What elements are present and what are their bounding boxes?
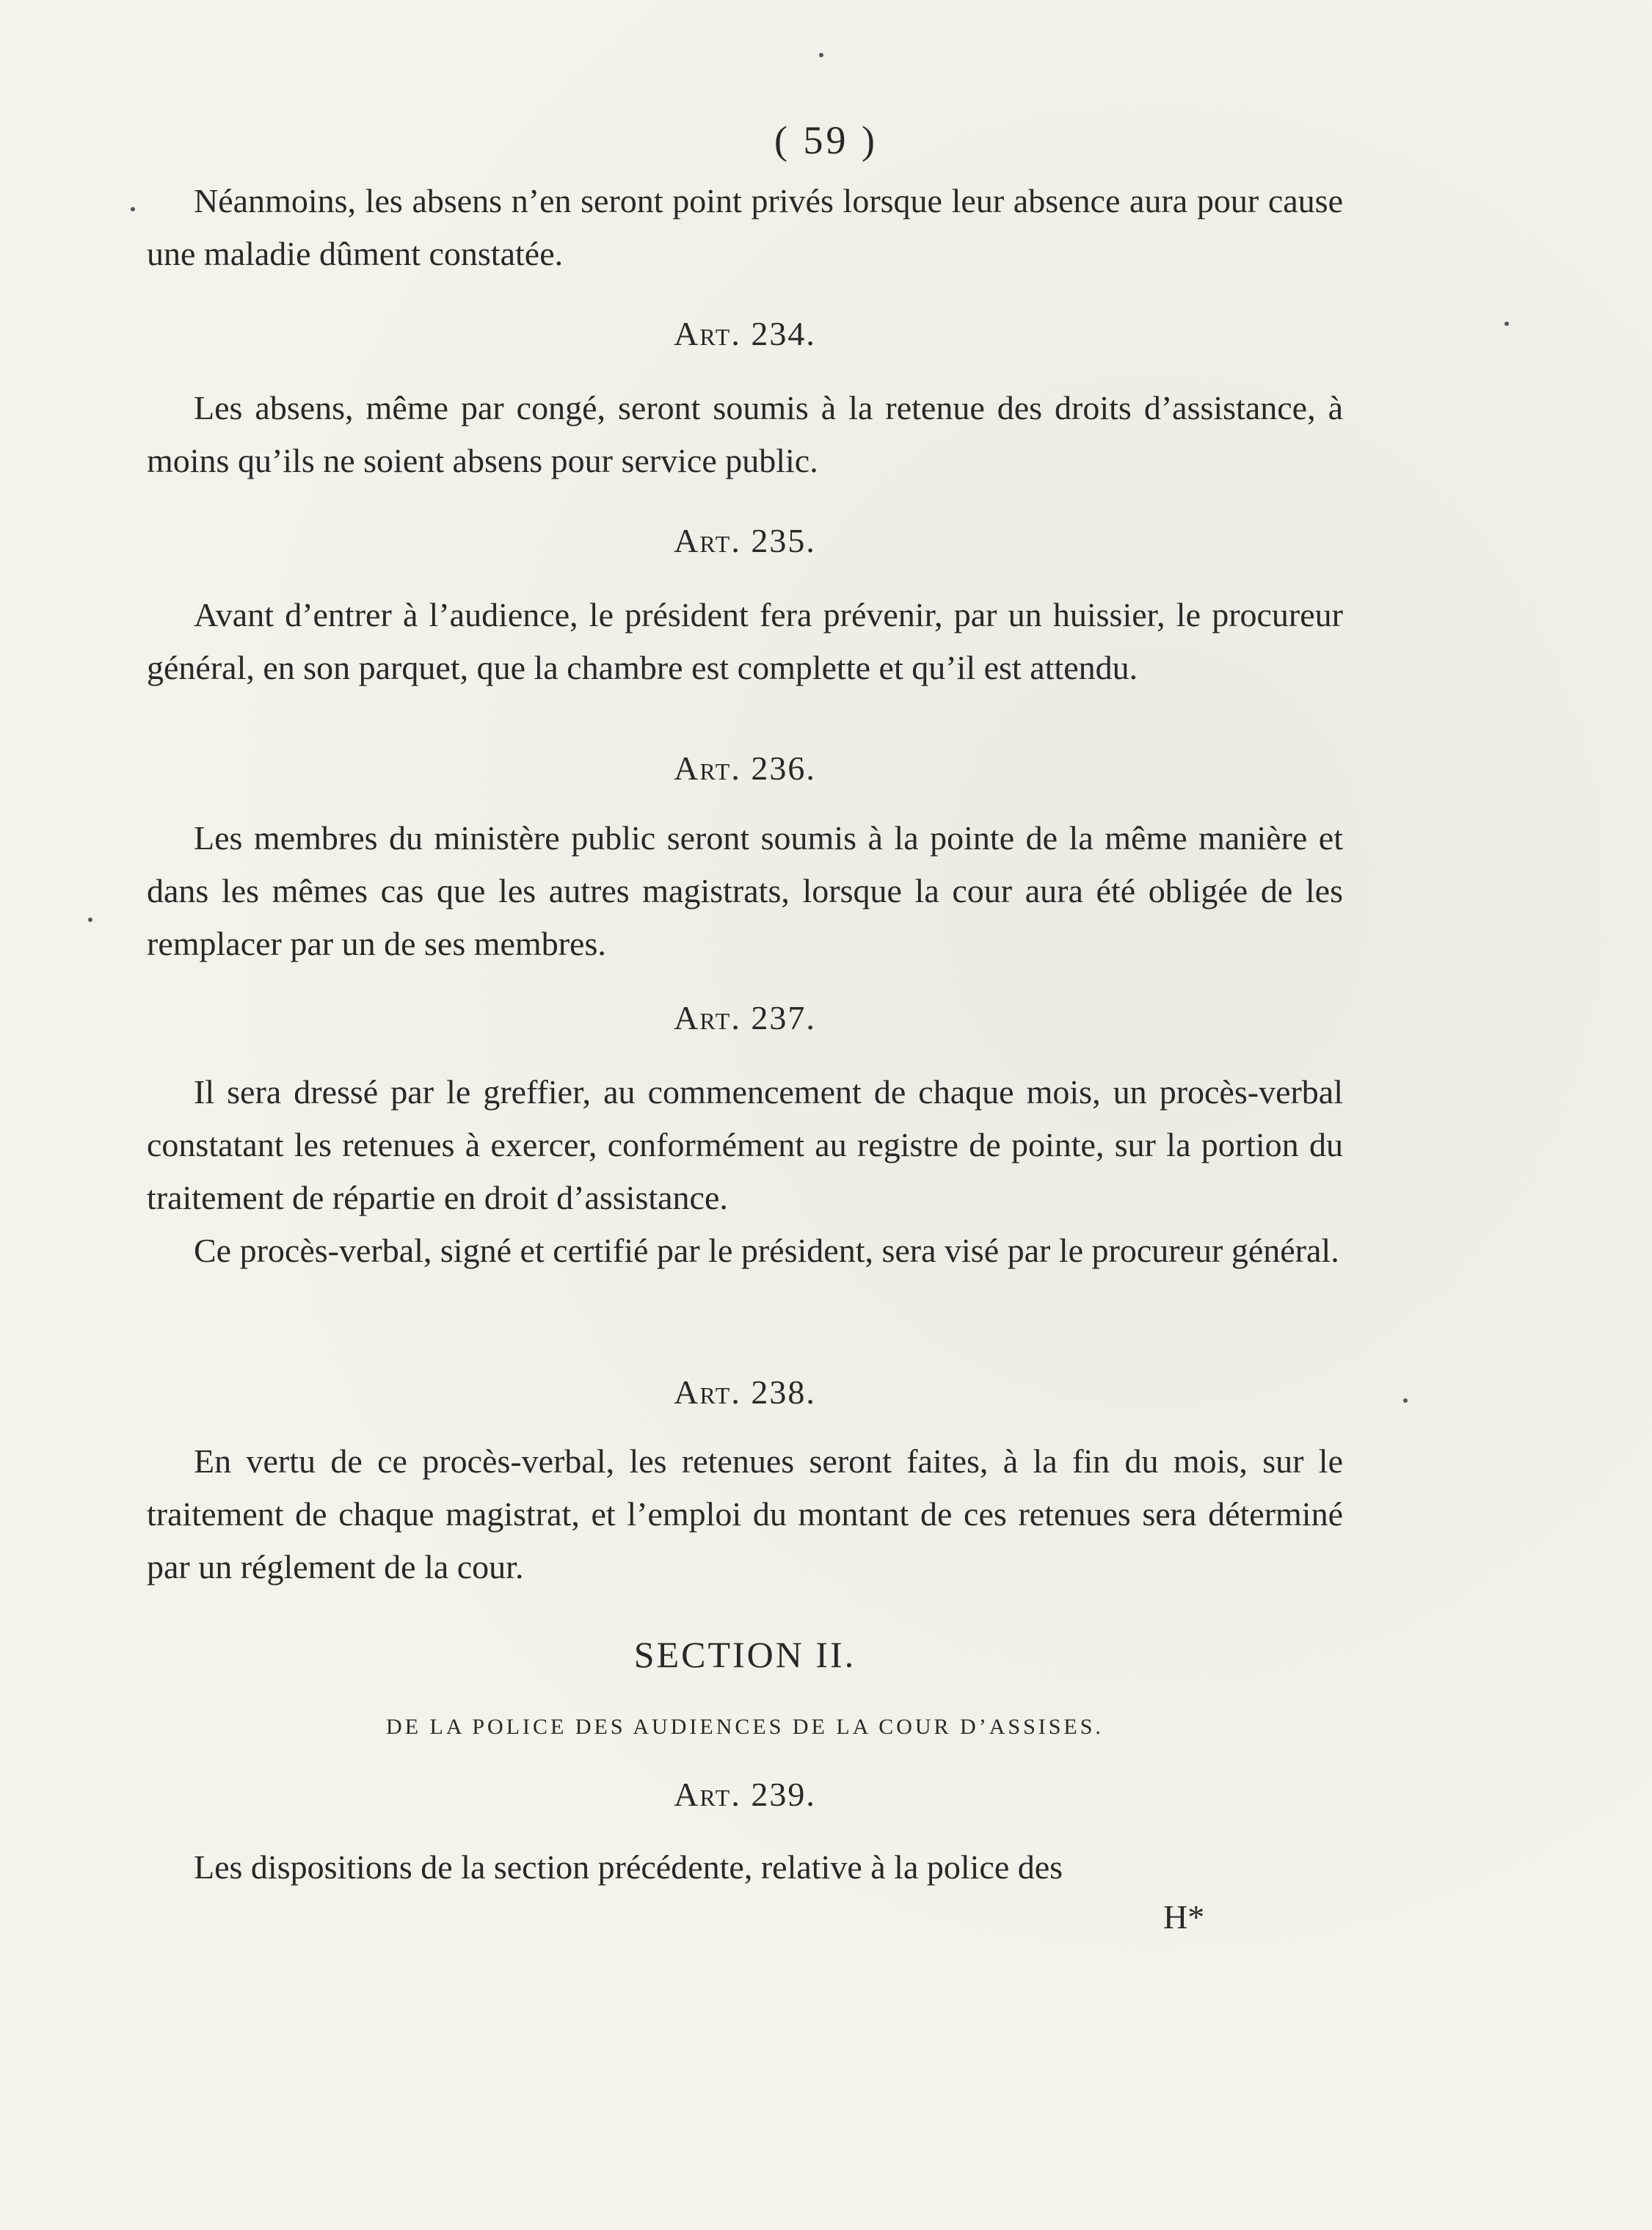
signature-mark: H* xyxy=(1163,1898,1205,1936)
margin-speck xyxy=(1403,1398,1408,1403)
margin-speck xyxy=(819,53,823,57)
margin-speck xyxy=(88,918,92,922)
page-number: ( 59 ) xyxy=(774,118,878,162)
section-subtitle: DE LA POLICE DES AUDIENCES DE LA COUR D’ASSISES. xyxy=(386,1715,1104,1739)
paragraph-text: Les membres du ministère public seront soumis à la pointe de la même manière et dans les mêmes cas que les autres magistrats, lorsque la cour aura été obligée de les remplacer par un de ses membres. xyxy=(147,819,1343,962)
paragraph-text: En vertu de ce procès-verbal, les retenues seront faites, à la fin du mois, sur le traitement de chaque magistrat, et l’emploi du montant de ces retenues sera déterminé par un réglement de la cour. xyxy=(147,1442,1343,1586)
paragraph-art-234 xyxy=(147,382,1343,487)
article-heading-235: Art. 235. xyxy=(674,522,816,559)
paragraph-art-238 xyxy=(147,1435,1343,1594)
paragraph-text: Les dispositions de la section précédente, relative à la police des xyxy=(194,1848,1063,1886)
paragraph-text: Ce procès-verbal, signé et certifié par le président, sera visé par le procureur général. xyxy=(194,1232,1339,1269)
article-heading-236: Art. 236. xyxy=(674,749,816,787)
paragraph-intro xyxy=(147,175,1343,280)
paragraph-text: Néanmoins, les absens n’en seront point privés lorsque leur absence aura pour cause une maladie dûment constatée. xyxy=(147,182,1343,272)
margin-speck xyxy=(131,207,135,211)
margin-speck xyxy=(1504,322,1509,326)
paragraph-text: Il sera dressé par le greffier, au commencement de chaque mois, un procès-verbal constatant les retenues à exercer, conformément au registre de pointe, sur la portion du traitement de répartie en droit d’assistance. xyxy=(147,1073,1343,1216)
article-heading-237: Art. 237. xyxy=(674,999,816,1036)
paragraph-art-239 xyxy=(147,1841,1343,1894)
paragraph-text: Les absens, même par congé, seront soumis à la retenue des droits d’assistance, à moins qu’ils ne soient absens pour service public. xyxy=(147,389,1343,479)
paragraph-art-236 xyxy=(147,812,1343,970)
paragraph-art-235 xyxy=(147,589,1343,694)
article-heading-234: Art. 234. xyxy=(674,315,816,352)
paragraph-text: Avant d’entrer à l’audience, le président fera prévenir, par un huissier, le procureur général, en son parquet, que la chambre est complette et qu’il est attendu. xyxy=(147,596,1343,686)
section-title: SECTION II. xyxy=(633,1634,856,1675)
paragraph-art-237 xyxy=(147,1066,1343,1277)
article-heading-238: Art. 238. xyxy=(674,1373,816,1411)
article-heading-239: Art. 239. xyxy=(674,1776,816,1813)
